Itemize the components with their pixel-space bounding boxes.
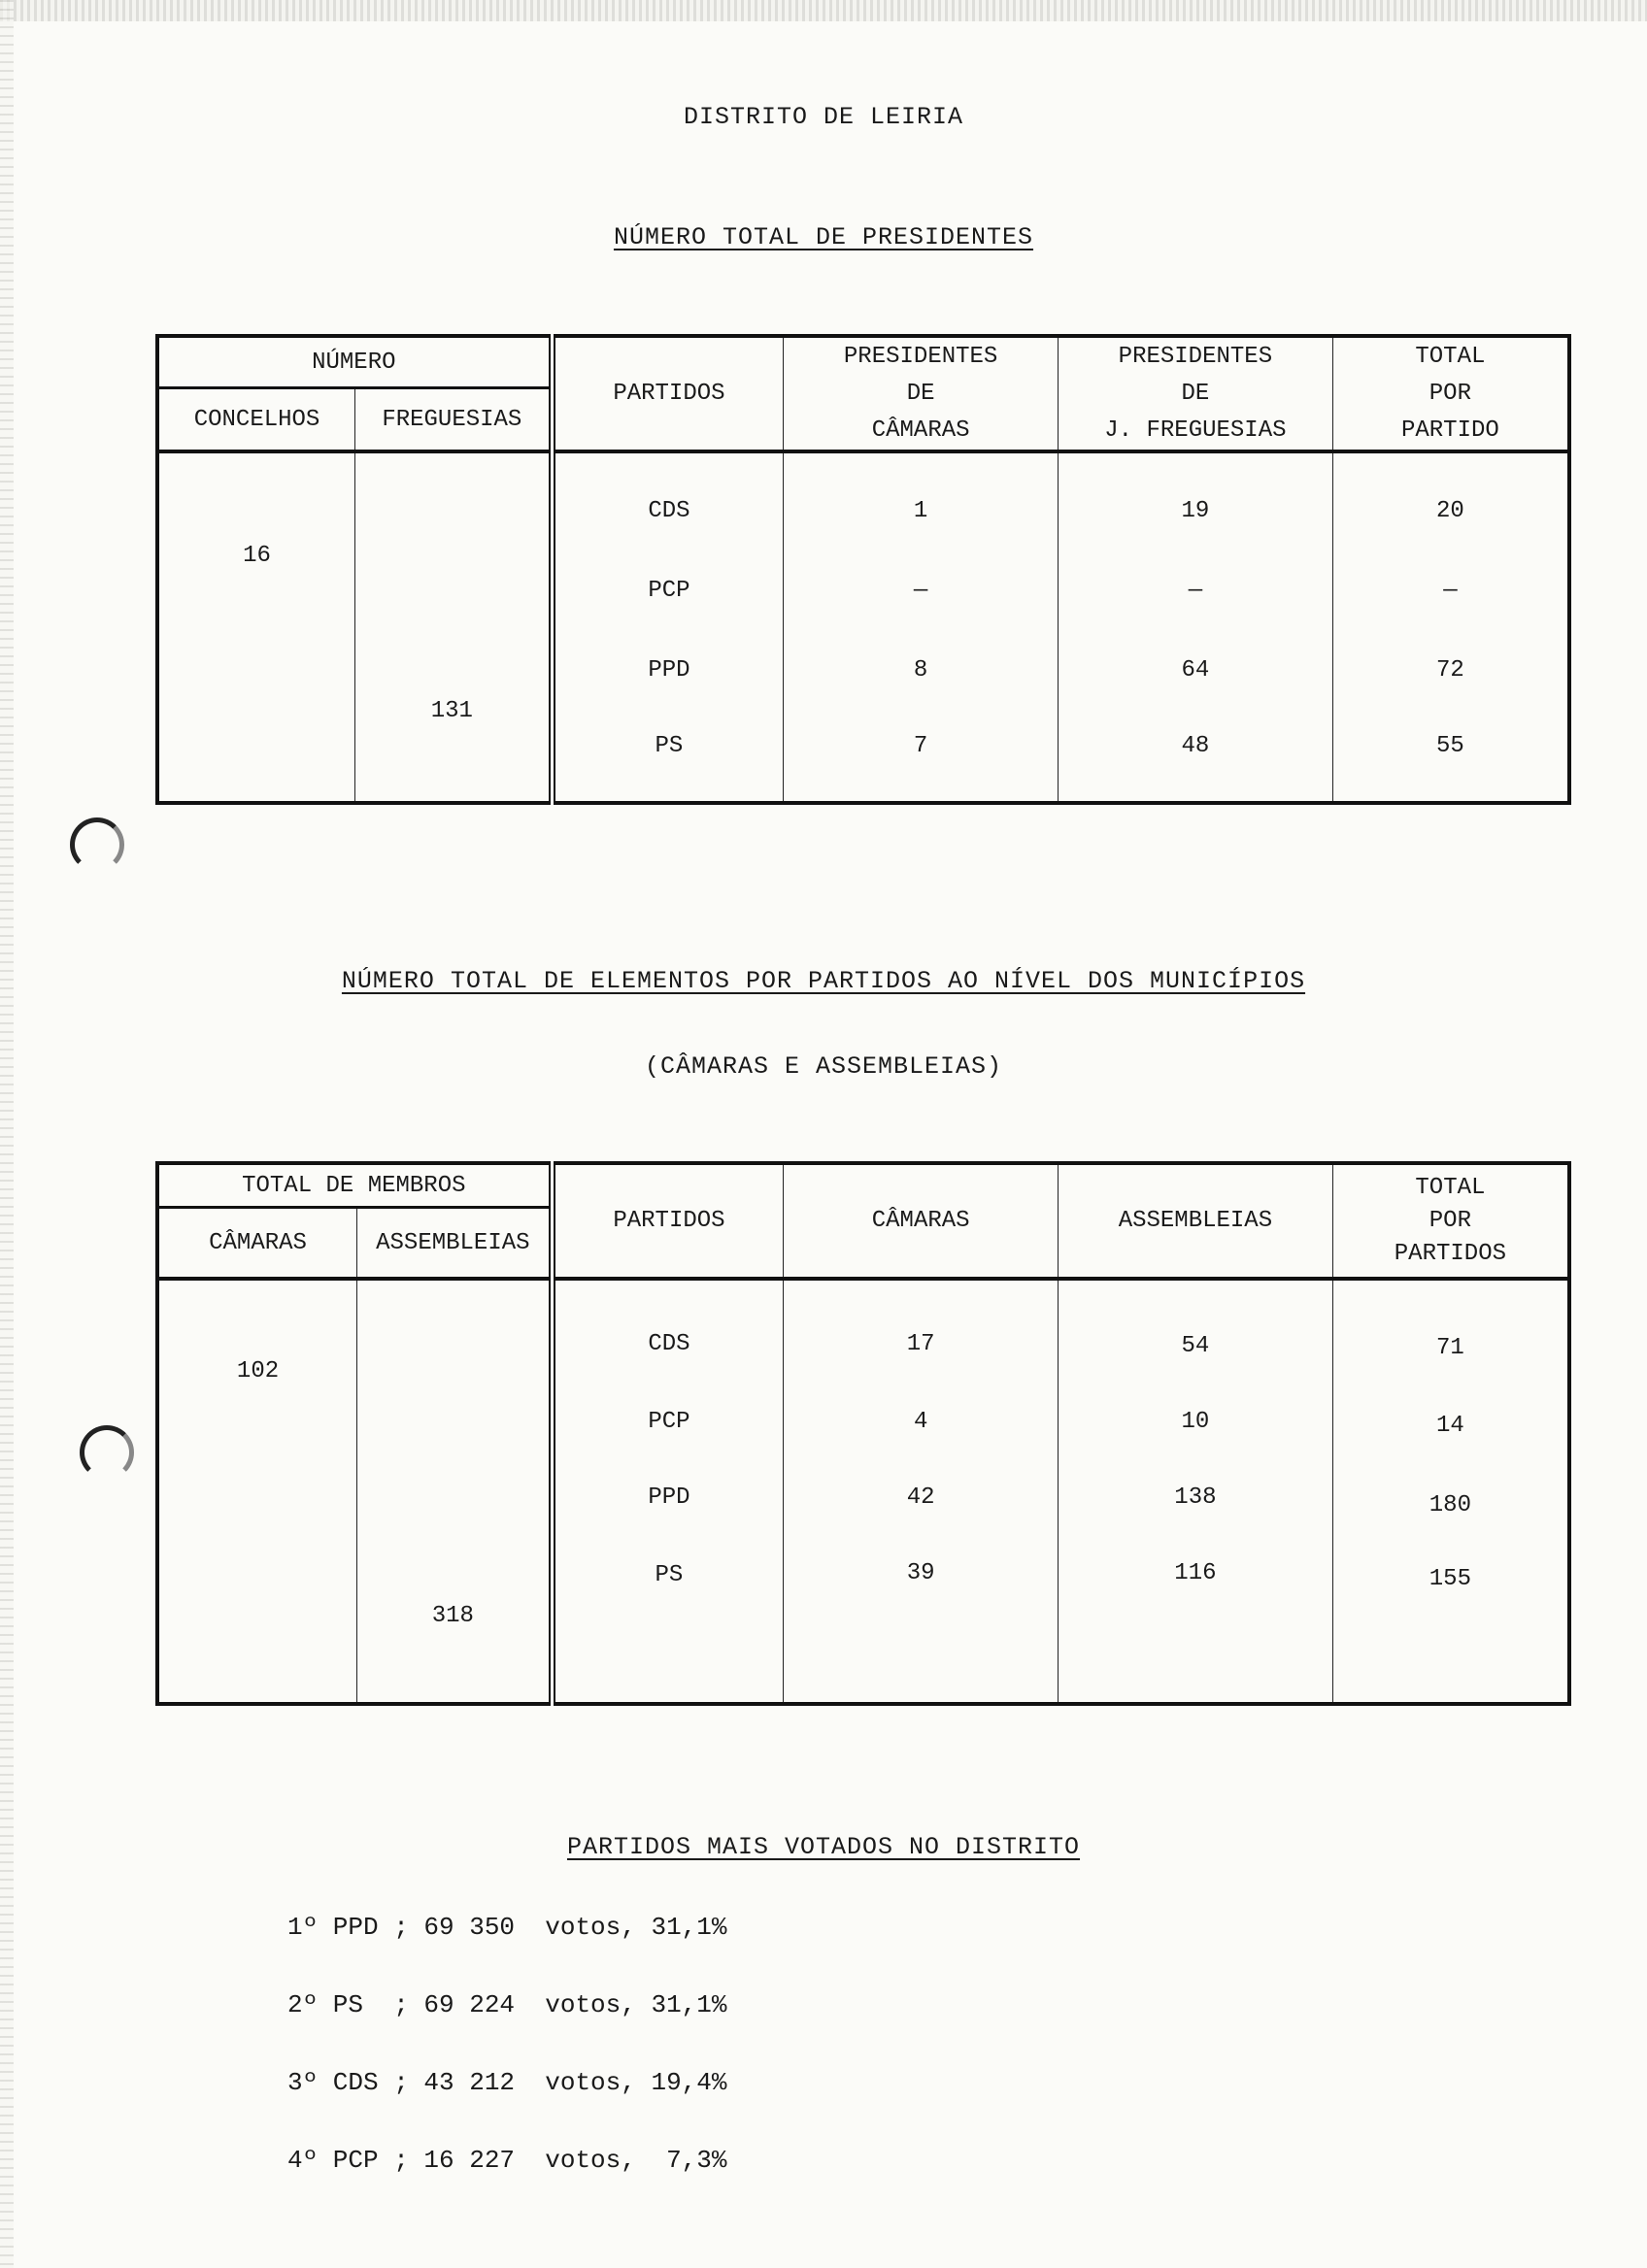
ppd-presidentes-freguesias: 64 [1181,657,1210,684]
scan-top-edge [0,0,1647,21]
ps-presidentes-freguesias: 48 [1181,733,1210,759]
vote-line-1: 1º PPD ; 69 350 votos, 31,1% [287,1913,727,1942]
header-concelhos: CONCELHOS [157,388,355,452]
header-numero: NÚMERO [157,336,552,388]
cds-camaras: 17 [906,1331,935,1357]
section2-subtitle: (CÂMARAS E ASSEMBLEIAS) [644,1052,1003,1081]
ps-assembleias: 116 [1174,1560,1217,1586]
party-pcp: PCP [648,578,690,604]
cds-assembleias: 54 [1181,1333,1210,1359]
ppd-total-2: 180 [1429,1492,1471,1518]
party2-ppd: PPD [648,1484,690,1511]
header-total-partido: TOTAL POR PARTIDO [1332,336,1569,451]
cds-presidentes-freguesias: 19 [1181,498,1210,524]
pcp-presidentes-freguesias: — [1188,578,1203,604]
pcp-total-2: 14 [1435,1413,1464,1439]
members-table [155,1161,1571,1706]
pcp-total: — [1443,578,1458,604]
punch-hole-1 [70,817,124,872]
header-partidos: PARTIDOS [552,336,784,451]
pcp-camaras: 4 [913,1409,928,1435]
party2-cds: CDS [648,1331,690,1357]
ppd-assembleias: 138 [1174,1484,1217,1511]
concelhos-value: 16 [243,543,271,569]
header-presidentes-freguesias: PRESIDENTES DE J. FREGUESIAS [1059,336,1333,451]
header-assembleias-col: ASSEMBLEIAS [1059,1163,1333,1279]
document-title: DISTRITO DE LEIRIA [683,103,964,131]
party2-ps: PS [655,1562,684,1588]
header-total-membros: TOTAL DE MEMBROS [157,1163,552,1208]
section1-title: NÚMERO TOTAL DE PRESIDENTES [613,223,1034,251]
header-camaras-col: CÂMARAS [784,1163,1059,1279]
ppd-total: 72 [1435,657,1464,684]
party2-pcp: PCP [648,1409,690,1435]
header-freguesias: FREGUESIAS [355,388,553,452]
ps-total-2: 155 [1429,1566,1471,1592]
ps-presidentes-camaras: 7 [913,733,928,759]
party-ppd: PPD [648,657,690,684]
cds-total-2: 71 [1435,1335,1464,1361]
header-partidos-2: PARTIDOS [552,1163,784,1279]
section2-title: NÚMERO TOTAL DE ELEMENTOS POR PARTIDOS AO NÍVEL DOS MUNICÍPIOS [341,967,1306,995]
freguesias-value: 131 [430,698,473,724]
pcp-presidentes-camaras: — [913,578,928,604]
header-camaras: CÂMARAS [157,1208,357,1280]
camaras-value: 102 [236,1358,280,1384]
ppd-presidentes-camaras: 8 [913,657,928,684]
header-total-partidos: TOTAL POR PARTIDOS [1332,1163,1569,1279]
cds-total: 20 [1435,498,1464,524]
pcp-assembleias: 10 [1181,1409,1210,1435]
vote-line-3: 3º CDS ; 43 212 votos, 19,4% [287,2068,727,2097]
ps-total: 55 [1435,733,1464,759]
party-ps: PS [655,733,684,759]
assembleias-value: 318 [431,1603,474,1629]
ps-camaras: 39 [906,1560,935,1586]
party-cds: CDS [648,498,690,524]
cds-presidentes-camaras: 1 [913,498,928,524]
header-assembleias: ASSEMBLEIAS [357,1208,553,1280]
vote-line-4: 4º PCP ; 16 227 votos, 7,3% [287,2146,727,2175]
ppd-camaras: 42 [906,1484,935,1511]
vote-line-2: 2º PS ; 69 224 votos, 31,1% [287,1990,727,2019]
scan-left-edge [0,0,14,2268]
section3-title: PARTIDOS MAIS VOTADOS NO DISTRITO [566,1833,1081,1861]
punch-hole-2 [80,1425,134,1480]
presidents-table [155,334,1571,805]
header-presidentes-camaras: PRESIDENTES DE CÂMARAS [784,336,1059,451]
